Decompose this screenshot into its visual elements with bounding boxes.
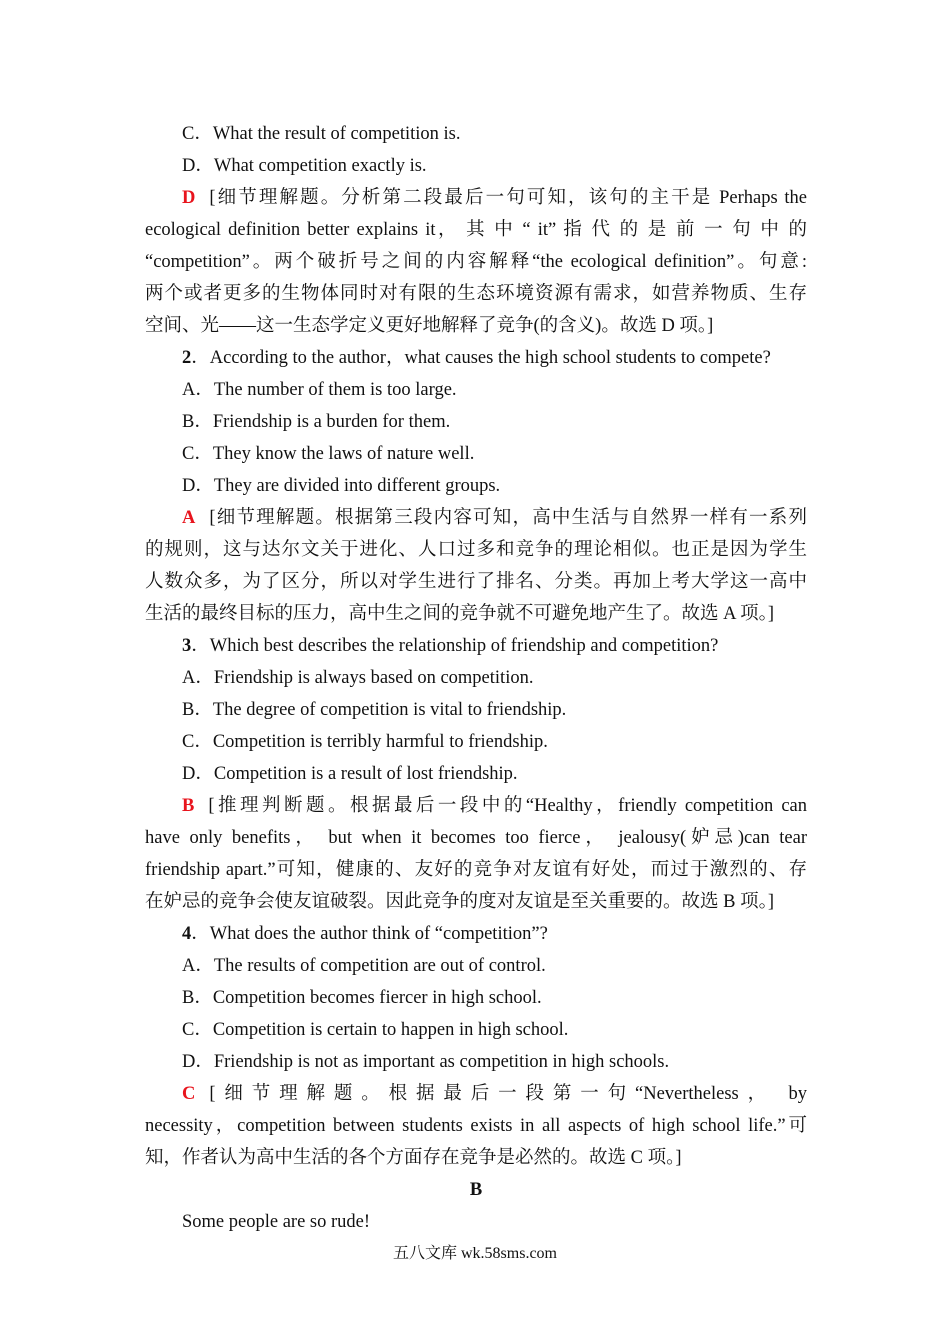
q4-answer: C bbox=[182, 1084, 196, 1104]
q3-option-a: A．Friendship is always based on competition. bbox=[182, 668, 534, 688]
document-body bbox=[145, 118, 807, 1238]
q1-explanation-text: [细节理解题。分析第二段最后一句可知，该句的主干是 Perhaps the bbox=[209, 188, 807, 208]
q1-explanation-line: 两个或者更多的生物体同时对有限的生态环境资源有需求，如营养物质、生存 bbox=[145, 284, 807, 304]
q1-option-c: C．What the result of competition is. bbox=[182, 124, 461, 144]
q3-explanation-line: 在妒忌的竞争会使友谊破裂。因此竞争的度对友谊是至关重要的。故选 B 项。] bbox=[145, 892, 775, 912]
q3-explanation-text: [推理判断题。根据最后一段中的“Healthy，friendly competition can bbox=[208, 796, 807, 816]
q2-question-text: ．According to the author，what causes the high school students to compete? bbox=[191, 348, 771, 368]
q1-explanation-line bbox=[145, 182, 807, 214]
q1-explanation-line: “competition”。两个破折号之间的内容解释“the ecological definition”。句意: bbox=[145, 252, 807, 272]
q2-option-d: D．They are divided into different groups. bbox=[182, 476, 501, 496]
q4-number: 4 bbox=[182, 924, 192, 944]
q4-option-c: C．Competition is certain to happen in high school. bbox=[182, 1020, 569, 1040]
q2-explanation-line: 人数众多，为了区分，所以对学生进行了排名、分类。再加上考大学这一高中 bbox=[145, 572, 807, 592]
q4-explanation-text: [细节理解题。根据最后一段第一句“Nevertheless， by bbox=[209, 1084, 807, 1104]
q3-answer: B bbox=[182, 796, 195, 816]
q2-option-b: B．Friendship is a burden for them. bbox=[182, 412, 451, 432]
q4-explanation-line: 知，作者认为高中生活的各个方面存在竞争是必然的。故选 C 项。] bbox=[145, 1148, 682, 1168]
q2-answer: A bbox=[182, 508, 196, 528]
q2-option-c: C．They know the laws of nature well. bbox=[182, 444, 475, 464]
q2-explanation-line: 的规则，这与达尔文关于进化、人口过多和竞争的理论相似。也正是因为学生 bbox=[145, 540, 807, 560]
q4-option-a: A．The results of competition are out of control. bbox=[182, 956, 546, 976]
q2-option-a: A．The number of them is too large. bbox=[182, 380, 457, 400]
q4-question bbox=[145, 918, 807, 950]
q4-explanation-line bbox=[145, 1078, 807, 1110]
section-heading: B bbox=[469, 1180, 483, 1200]
q2-explanation-line bbox=[145, 502, 807, 534]
q2-explanation-text: [细节理解题。根据第三段内容可知，高中生活与自然界一样有一系列 bbox=[209, 508, 807, 528]
q4-explanation-line: necessity，competition between students exists in all aspects of high school life.”可 bbox=[145, 1116, 807, 1136]
section-first-line: Some people are so rude! bbox=[182, 1212, 371, 1232]
q2-number: 2 bbox=[182, 348, 192, 368]
q1-explanation-line: 空间、光——这一生态学定义更好地解释了竞争(的含义)。故选 D 项。] bbox=[145, 316, 714, 336]
q1-explanation-line: ecological definition better explains it， 其 中 “ it” 指 代 的 是 前 一 句 中 的 bbox=[145, 220, 807, 240]
q2-question bbox=[145, 342, 807, 374]
q1-option-d: D．What competition exactly is. bbox=[182, 156, 427, 176]
q3-explanation-line: friendship apart.”可知，健康的、友好的竞争对友谊有好处，而过于激烈的、存 bbox=[145, 860, 807, 880]
q3-question-text: ．Which best describes the relationship of friendship and competition? bbox=[191, 636, 719, 656]
q3-option-c: C．Competition is terribly harmful to friendship. bbox=[182, 732, 548, 752]
q3-explanation-line bbox=[145, 790, 807, 822]
q3-explanation-line: have only benefits， but when it becomes too fierce， jealousy(妒忌)can tear bbox=[145, 828, 807, 848]
q4-option-b: B．Competition becomes fiercer in high school. bbox=[182, 988, 542, 1008]
q3-option-b: B．The degree of competition is vital to friendship. bbox=[182, 700, 567, 720]
q3-question bbox=[145, 630, 807, 662]
q3-option-d: D．Competition is a result of lost friendship. bbox=[182, 764, 518, 784]
q2-explanation-line: 生活的最终目标的压力，高中生之间的竞争就不可避免地产生了。故选 A 项。] bbox=[145, 604, 775, 624]
q4-option-d: D．Friendship is not as important as competition in high schools. bbox=[182, 1052, 670, 1072]
page-footer: 五八文库 wk.58sms.com bbox=[392, 1245, 557, 1262]
q1-answer: D bbox=[182, 188, 196, 208]
q3-number: 3 bbox=[182, 636, 192, 656]
q4-question-text: ．What does the author think of “competition”? bbox=[191, 924, 548, 944]
